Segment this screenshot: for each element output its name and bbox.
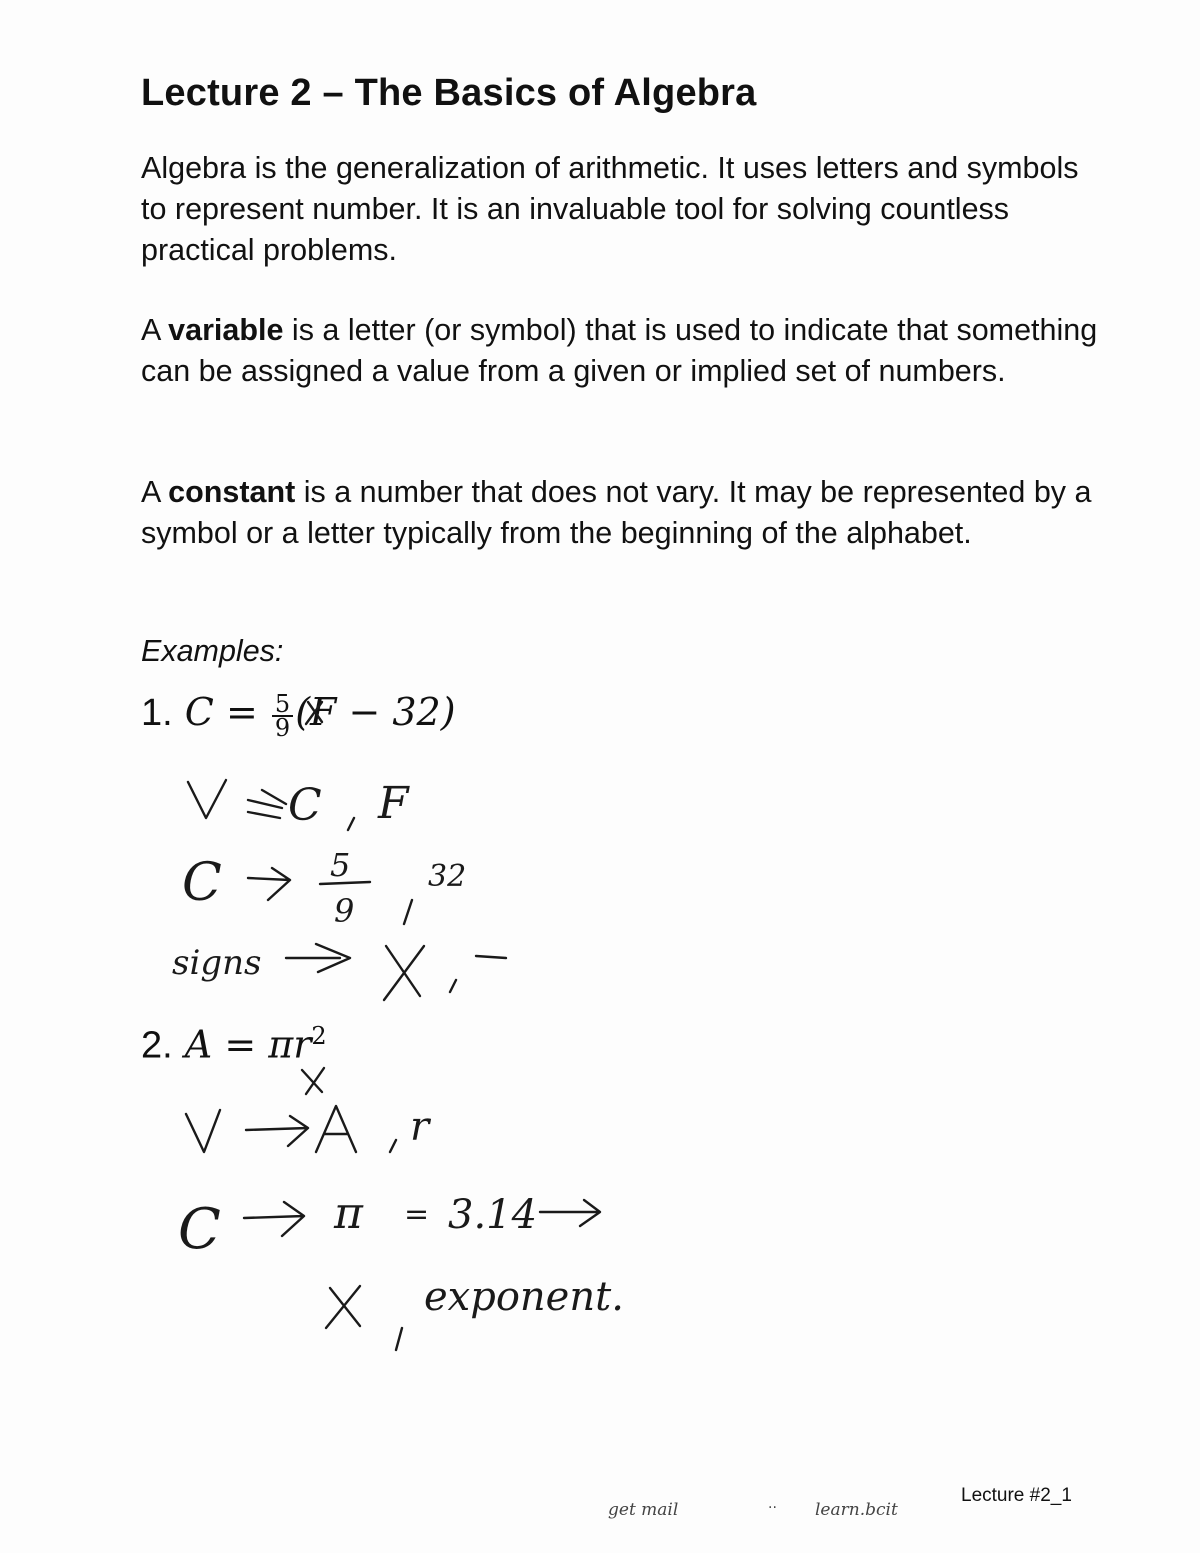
ex1-minus — [476, 956, 506, 958]
constant-term: constant — [168, 475, 296, 509]
intro-paragraph: Algebra is the generalization of arithmetic. It uses letters and symbols to represent number. It is an invaluable tool for solving countless practical problems. — [141, 151, 1079, 267]
ex1-arrow-3 — [286, 944, 350, 972]
ex2-r-letter: r — [410, 1104, 430, 1150]
example-2-number: 2. — [141, 1024, 173, 1067]
example-1-lhs: C — [184, 690, 214, 734]
example-2-equals: = — [224, 1022, 257, 1067]
ex1-c2-letter: C — [182, 853, 222, 913]
ex2-line1 — [186, 1104, 432, 1152]
ex1-arrow-1 — [248, 790, 286, 818]
variable-prefix: A — [141, 313, 169, 347]
variable-term: variable — [168, 313, 284, 347]
ex1-frac-bar — [320, 882, 370, 884]
ex2-x-stroke — [326, 1286, 360, 1328]
footer-handwritten-note-1: get mail — [608, 1500, 679, 1520]
ex2-line3 — [326, 1274, 624, 1350]
ex1-f-letter: F — [378, 778, 409, 829]
example-1-number: 1. — [141, 692, 173, 734]
ex2-exponent-word: exponent. — [424, 1274, 624, 1320]
fraction-numerator: 5 — [272, 693, 293, 717]
ex1-comma-2 — [404, 900, 412, 924]
example-2-exponent: 2 — [311, 1022, 327, 1050]
ex1-c-letter: C — [288, 780, 322, 831]
ex1-v-stroke — [188, 780, 226, 818]
ex2-v-stroke — [186, 1110, 220, 1152]
ex2-line2 — [178, 1188, 600, 1262]
ex1-comma-1 — [348, 818, 354, 830]
ex1-x-mark — [384, 946, 424, 1000]
ex1-line3 — [172, 943, 506, 1000]
fraction-denominator: 9 — [274, 713, 291, 742]
ex2-c-letter: C — [178, 1197, 221, 1262]
ex2-comma — [390, 1140, 396, 1152]
ex2-times-mark — [302, 1068, 324, 1094]
example-1-rest: (F − 32) — [295, 690, 456, 734]
example-2-rhs: πr — [268, 1022, 312, 1067]
footer-dots: ·· — [768, 1500, 777, 1516]
ex1-line1 — [188, 778, 410, 831]
example-1-equals: = — [225, 690, 258, 734]
constant-prefix: A — [141, 475, 169, 509]
ex2-a-letter — [316, 1106, 356, 1152]
ex2-arrow-3 — [540, 1200, 600, 1226]
example-2-lhs: A — [184, 1022, 213, 1067]
page-title: Lecture 2 – The Basics of Algebra — [141, 72, 757, 114]
constant-rest: is a number that does not vary. It may be represented by a symbol or a letter typically from the beginning of the alphabet. — [141, 475, 1092, 550]
fraction-strike-mark — [306, 702, 322, 724]
ex2-comma-2 — [396, 1328, 402, 1350]
ex2-pi-letter: π — [334, 1188, 363, 1239]
examples-label: Examples: — [141, 634, 284, 668]
ex1-arrow-2 — [248, 868, 290, 900]
ex1-signs-word: signs — [172, 943, 262, 983]
ex1-thirtytwo: 32 — [428, 859, 467, 894]
ex2-arrow-2 — [244, 1202, 304, 1236]
ex1-five: 5 — [330, 846, 351, 884]
ex2-arrow-1 — [246, 1116, 308, 1146]
footer-handwritten-note-2: learn.bcit — [815, 1500, 898, 1520]
ex1-line2 — [182, 846, 466, 930]
page-footer-label: Lecture #2_1 — [961, 1485, 1072, 1506]
ex1-comma-3 — [450, 980, 456, 992]
ex2-equals: = — [404, 1197, 430, 1232]
ex1-nine: 9 — [334, 892, 355, 930]
ex2-value: 3.14 — [448, 1192, 538, 1238]
variable-rest: is a letter (or symbol) that is used to indicate that something can be assigned a value from a given or implied set of numbers. — [141, 313, 1098, 388]
